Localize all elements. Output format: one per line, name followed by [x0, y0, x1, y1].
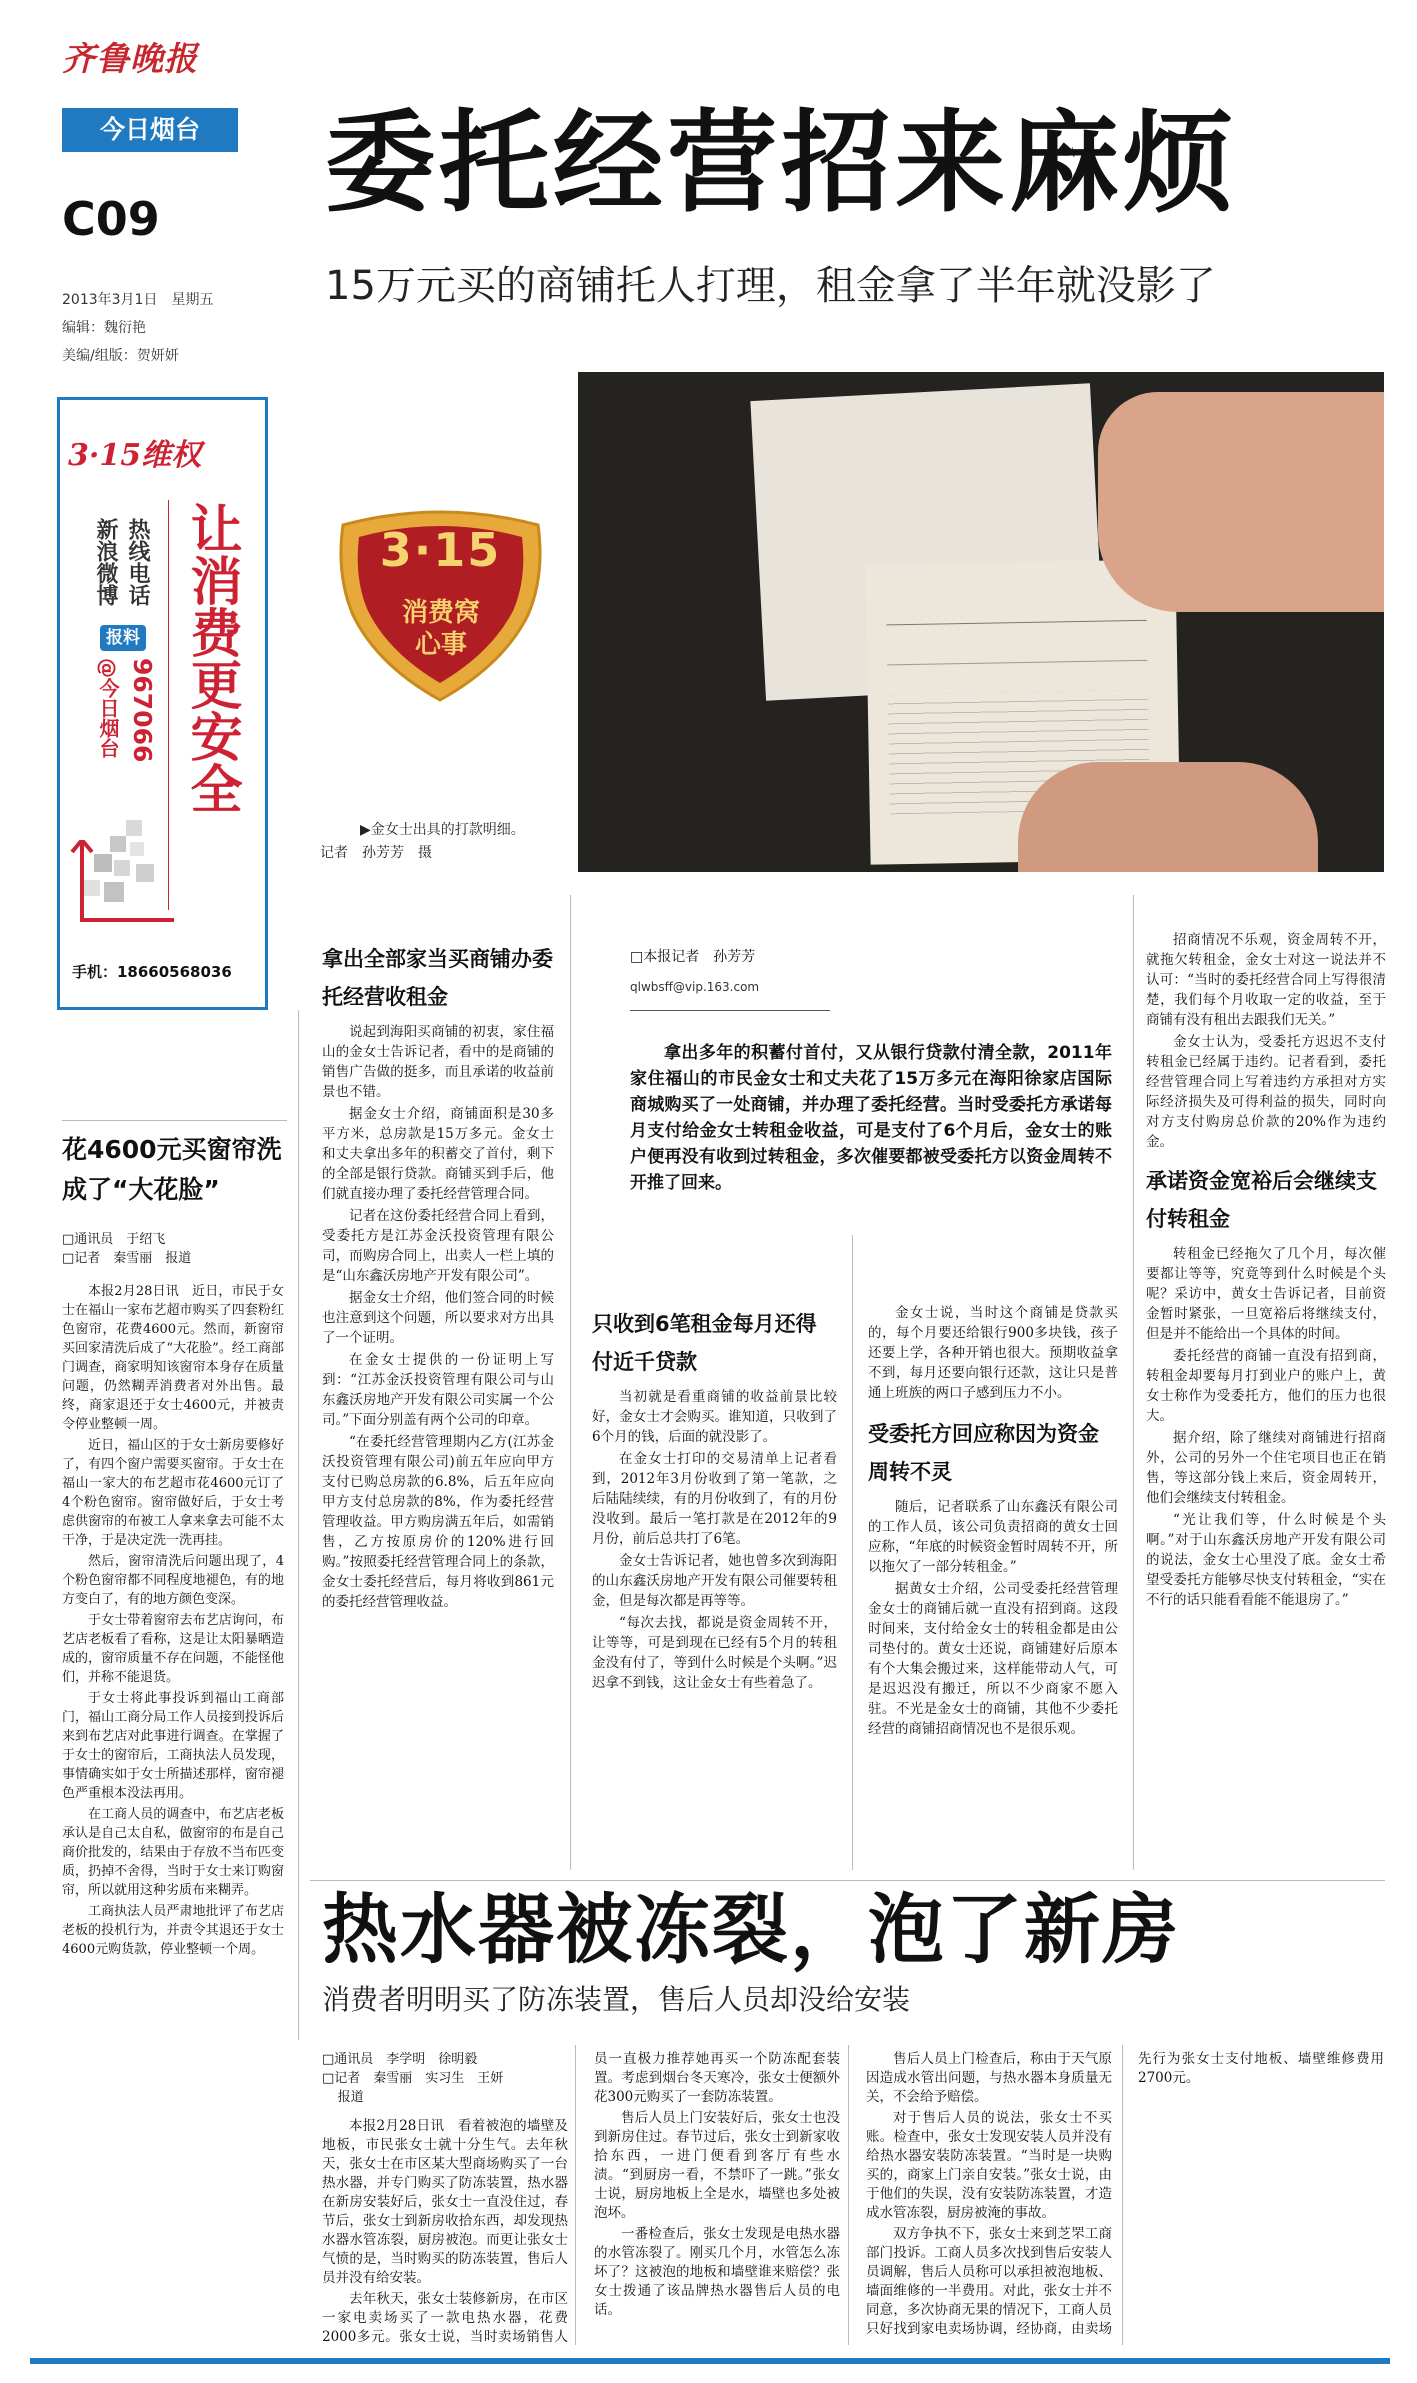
story1-sec3-para: 金女士认为，受委托方迟迟不支付转租金已经属于违约。记者看到，委托经营管理合同上写着违约方承担对方实际经济损失及可得利益的损失，同时向对方支付购房总价款的20%作为违约金。	[1146, 1034, 1386, 1150]
rule-story1-col1	[570, 895, 571, 1870]
side-story-byline: □记者 秦雪丽 报道	[62, 1251, 192, 1266]
story2-para: 双方争执不下，张女士来到芝罘工商部门投诉。工商人员多次找到售后安装人员调解，售后人员称可以承担被泡地板、墙面维修的一半费用。对此，张女士并不同意，多次协商无果的情况下，工商人员只好找到家电卖场协调，经协商，由卖场先行为张女士支付地板、墙壁维修费用2700元。	[866, 2051, 1384, 2337]
masthead-logo: 齐鲁晚报	[62, 39, 198, 78]
story1-sec2-title: 只收到6笔租金每月还得付近千贷款	[592, 1312, 817, 1374]
photo-fingers	[1018, 762, 1318, 872]
promo-arrow-icon	[66, 840, 176, 936]
side-story-para: 于女士带着窗帘去布艺店询问，布艺店老板看了看称，这是让太阳暴晒造成的，窗帘质量不存在问题，不能怪他们，并称不能退货。	[62, 1613, 284, 1685]
story2-para: 一番检查后，张女士发现是电热水器的水管冻裂了。刚买几个月，水管怎么冻坏了？这被泡的地板和墙壁谁来赔偿？张女士拨通了该品牌热水器售后人员的电话。	[594, 2226, 840, 2318]
story2-para: 对于售后人员的说法，张女士不买账。检查中，张女士发现安装人员并没有给热水器安装防冻装置。“当时是一块购买的，商家上门亲自安装。”张女士说，由于他们的失误，没有安装防冻装置，才造成水管冻裂，厨房被淹的事故。	[866, 2110, 1112, 2221]
story1-sec2-para: 当初就是看重商铺的收益前景比较好，金女士才会购买。谁知道，只收到了6个月的钱，后面的就没影了。	[592, 1389, 837, 1445]
photo-hand	[1098, 392, 1384, 612]
story1-col3	[868, 1303, 1118, 1741]
side-story-byline: □通讯员 于绍飞	[62, 1232, 166, 1247]
story1-sec4-para: 委托经营的商铺一直没有招到商，转租金却要每月打到业户的账户上，黄女士称作为受委托方，他们的压力也很大。	[1146, 1348, 1386, 1424]
story1-subhead: 15万元买的商铺托人打理，租金拿了半年就没影了	[325, 263, 1216, 309]
story1-photo	[578, 372, 1384, 872]
side-story-para: 在工商人员的调查中，布艺店老板承认是自己太自私，做窗帘的布是自己商价批发的，结果由于存放不当布匹变质，扔掉不舍得，当时于女士来订购窗帘，所以就用这种劣质布来糊弄。	[62, 1807, 284, 1898]
rule-story1-col3	[852, 1235, 853, 1870]
rule-left-col	[298, 1010, 299, 2040]
story2-byline: □记者 秦雪丽 实习生 王妍	[322, 2071, 504, 2086]
promo-mobile: 手机：18660568036	[72, 963, 232, 981]
story2-headline: 热水器被冻裂，泡了新房	[322, 1885, 1180, 1974]
side-story-para: 工商执法人员严肃地批评了布艺店老板的投机行为，并责令其退还于女士4600元购货款，停业整顿一个周。	[62, 1904, 284, 1957]
story2-para: 售后人员上门检查后，称由于天气原因造成水管出问题，与热水器本身质量无关，不会给予赔偿。	[866, 2051, 1112, 2105]
page-code: C09	[62, 192, 160, 246]
story2-para: 售后人员上门安装好后，张女士也没到新房住过。春节过后，张女士到新家收拾东西，一进门便看到客厅有些水渍。“到厨房一看，不禁吓了一跳。”张女士说，厨房地板上全是水，墙壁也多处被泡坏。	[594, 2110, 840, 2221]
story1-sec3-para: 据黄女士介绍，公司受委托经营管理金女士的商铺后就一直没有招到商。这段时间来，支付给金女士的转租金都是由公司垫付的。黄女士还说，商铺建好后原本有个大集会搬过来，这样能带动人气，可是迟迟没有搬迁，所以不少商家不愿入驻。不光是金女士的商铺，其他不少委托经营的商铺招商情况也不是很乐观。	[868, 1581, 1118, 1737]
story1-sec2-para: 金女士说，当时这个商铺是贷款买的，每个月要还给银行900多块钱，孩子还要上学，各种开销也很大。预期收益拿不到，每月还要向银行还款，这让只是普通上班族的两口子感到压力不小。	[868, 1305, 1118, 1401]
story2-byline: 报道	[337, 2090, 364, 2105]
promo-weibo-label: 新浪微博	[93, 518, 118, 606]
story1-sec1-title: 拿出全部家当买商铺办委托经营收租金	[322, 947, 553, 1009]
story1-sec1-para: 在金女士提供的一份证明上写到：“江苏金沃投资管理有限公司与山东鑫沃房地产开发有限公司实属一个公司。”下面分别盖有两个公司的印章。	[322, 1352, 554, 1428]
story1-sec4-para: 转租金已经拖欠了几个月，每次催要都让等等，究竟等到什么时候是个头呢？采访中，黄女士告诉记者，目前资金暂时紧张，一旦宽裕后将继续支付，但是并不能给出一个具体的时间。	[1146, 1246, 1386, 1342]
side-story-headline: 花4600元买窗帘洗成了“大花脸”	[62, 1135, 282, 1204]
story2-byline: □通讯员 李学明 徐明毅	[322, 2052, 478, 2067]
side-story	[62, 1130, 284, 1961]
story1-sec4-para: “光让我们等，什么时候是个头啊。”对于山东鑫沃房地产开发有限公司的说法，金女士心里没了底。金女士希望受委托方能够尽快支付转租金，“实在不行的话只能看看能不能退房了。”	[1146, 1512, 1386, 1608]
story1-sec1-para: 说起到海阳买商铺的初衷，家住福山的金女士告诉记者，看中的是商铺的销售广告做的挺多，而且承诺的收益前景也不错。	[322, 1024, 554, 1100]
story1-headline: 委托经营招来麻烦	[325, 99, 1237, 227]
promo-box	[57, 397, 268, 1010]
story1-sec3-title: 受委托方回应称因为资金周转不灵	[868, 1422, 1099, 1484]
story1-sec1-para: 据金女士介绍，商铺面积是30多平方米，总房款是15万多元。金女士和丈夫拿出多年的积蓄交了首付，剩下的全部是银行贷款。商铺买到手后，他们就直接办理了委托经营管理合同。	[322, 1106, 554, 1202]
story1-sec1-para: 记者在这份委托经营合同上看到，受委托方是江苏金沃投资管理有限公司，而购房合同上，出卖人一栏上填的是“山东鑫沃房地产开发有限公司”。	[322, 1208, 554, 1284]
photo-credit: 记者 孙芳芳 摄	[320, 845, 432, 861]
story1-sec1-para: “在委托经营管理期内乙方(江苏金沃投资管理有限公司)前五年应向甲方支付已购总房款的6.8%，后五年应向甲方支付总房款的8%，作为委托经营管理收益。甲方购房满五年后，如需销售，乙方按原房价的120%进行回购。”按照委托经营管理合同上的条款，金女士委托经营后，每月将收到861元的委托经营管理收益。	[322, 1434, 554, 1610]
rule-story1-col4	[1133, 895, 1134, 1870]
story2-body	[322, 2050, 1384, 2350]
rule-left-top	[62, 1120, 287, 1121]
side-story-para: 本报2月28日讯 近日，市民于女士在福山一家布艺超市购买了四套粉红色窗帘，花费4600元。然而，新窗帘买回家清洗后成了“大花脸”。经工商部门调查，商家明知该窗帘本身存在质量问题，仍然糊弄消费者对外出售。最终，商家退还于女士4600元，并被责令停业整顿一周。	[62, 1284, 284, 1432]
story1-sec2-para: “每次去找，都说是资金周转不开，让等等，可是到现在已经有5个月的转租金没有付了，等到什么时候是个头啊。”迟迟拿不到钱，这让金女士有些着急了。	[592, 1615, 837, 1691]
page-designer: 美编/组版：贺妍妍	[62, 348, 179, 364]
promo-weibo-badge: 报料	[100, 625, 146, 651]
story1-sec3-para: 招商情况不乐观，资金周转不开，就拖欠转租金，金女士对这一说法并不认可：“当时的委托经营合同上写得很清楚，我们每个月收取一定的收益，至于商铺有没有租出去跟我们无关。”	[1146, 932, 1386, 1028]
side-story-para: 然后，窗帘清洗后问题出现了，4个粉色窗帘都不同程度地褪色，有的地方变白了，有的地方颜色变深。	[62, 1554, 284, 1607]
story1-byline: □本报记者 孙芳芳	[630, 949, 756, 965]
story1-col1	[322, 940, 554, 1614]
side-story-para: 近日，福山区的于女士新房要修好了，有四个窗户需要买窗帘。于女士在福山一家大的布艺超市花4600元订了4个粉色窗帘。窗帘做好后，于女士考虑供窗帘的布被工人拿来拿去可能不太干净，于是决定洗一洗再挂。	[62, 1438, 284, 1548]
story1-col2	[592, 1305, 837, 1695]
story1-col4	[1146, 930, 1386, 1612]
story2-para: 本报2月28日讯 看着被泡的墙壁及地板，市民张女士就十分生气。去年秋天，张女士在市区某大型商场购买了一台热水器，并专门购买了防冻装置，热水器在新房安装好后，张女士一直没住过，春节后，张女士到新房收拾东西，却发现热水器水管冻裂，厨房被泡。而更让张女士气愤的是，当时购买的防冻装置，售后人员并没有给安装。	[322, 2118, 568, 2286]
story1-sec1-para: 据金女士介绍，他们签合同的时候也注意到这个问题，所以要求对方出具了一个证明。	[322, 1290, 554, 1346]
section-label: 今日烟台	[62, 108, 238, 152]
promo-hotline-label: 热线电话	[125, 518, 150, 606]
promo-weibo-handle: @今日烟台	[96, 658, 120, 758]
consumer-badge	[323, 505, 558, 705]
email-rule	[630, 1010, 830, 1011]
story1-sec4-title: 承诺资金宽裕后会继续支付转租金	[1146, 1169, 1377, 1231]
promo-tag: 3·15维权	[68, 438, 202, 473]
story1-sec2-para: 金女士告诉记者，她也曾多次到海阳的山东鑫沃房地产开发有限公司催要转租金，但是每次都是再等等。	[592, 1553, 837, 1609]
badge-top: 3·15	[379, 523, 502, 577]
promo-hotline-number: 967066	[128, 658, 157, 763]
story1-sec2-para: 在金女士打印的交易清单上记者看到，2012年3月份收到了第一笔款，之后陆陆续续，有的月份收到了，有的月份没收到。最后一笔打款是在2012年的9月份，前后总共打了6笔。	[592, 1451, 837, 1547]
page-editor: 编辑：魏衍艳	[62, 320, 146, 336]
bottom-bar	[30, 2358, 1390, 2364]
page-date: 2013年3月1日 星期五	[62, 292, 214, 308]
story1-sec4-para: 据介绍，除了继续对商铺进行招商外，公司的另外一个住宅项目也正在销售，等这部分钱上来后，资金周转开，他们会继续支付转租金。	[1146, 1430, 1386, 1506]
photo-caption: ▶金女士出具的打款明细。	[360, 822, 525, 838]
story1-sec3-para: 随后，记者联系了山东鑫沃有限公司的工作人员，该公司负责招商的黄女士回应称，“年底的时候资金暂时周转不开，所以拖欠了一部分转租金。”	[868, 1499, 1118, 1575]
story2-para: 去年秋天，张女士装修新房，在市区一家电卖场买了一款电热水器，花费2000多元。张女士说，当时卖场销售人员一直极力推荐她再买一个防冻配套装置。考虑到烟台冬天寒冷，张女士便额外花300元购买了一套防冻装置。	[322, 2051, 840, 2345]
story2-subhead: 消费者明明买了防冻装置，售后人员却没给安装	[322, 1983, 911, 2016]
story1-lead: 拿出多年的积蓄付首付，又从银行贷款付清全款，2011年家住福山的市民金女士和丈夫花了15万多元在海阳徐家店国际商城购买了一处商铺，并办理了委托经营。当时受委托方承诺每月支付给金女士转租金收益，可是支付了6个月后，金女士的账户便再没有收到过转租金，多次催要都被受委托方以资金周转不开推了回来。	[630, 1043, 1112, 1193]
promo-slogan: 让消费更安全	[181, 502, 241, 814]
story1-email: qlwbsff@vip.163.com	[630, 980, 760, 994]
side-story-para: 于女士将此事投诉到福山工商部门，福山工商分局工作人员接到投诉后来到布艺店对此事进行调查。在掌握了于女士的窗帘后，工商执法人员发现，事情确实如于女士所描述那样，窗帘褪色严重根本没法再用。	[62, 1691, 284, 1801]
badge-bottom: 消费窝心事	[401, 598, 480, 660]
